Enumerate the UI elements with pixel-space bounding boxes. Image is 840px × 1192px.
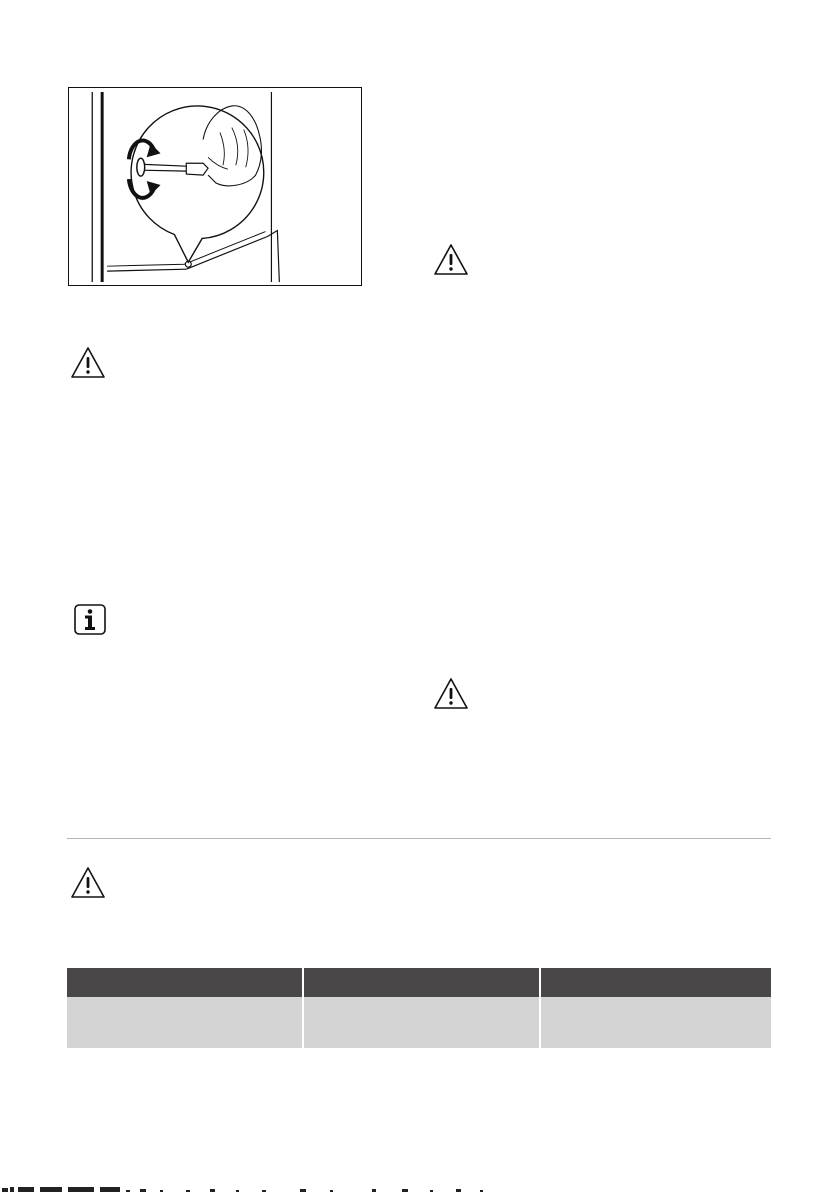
section-divider <box>67 838 771 839</box>
table-header-cell <box>67 968 304 997</box>
footer-cropped-marks <box>0 1184 520 1192</box>
table-header-row <box>67 968 771 997</box>
specification-table <box>67 968 771 1048</box>
table-header-cell <box>541 968 771 997</box>
table-cell <box>304 997 541 1048</box>
table-cell <box>541 997 771 1048</box>
warning-icon <box>433 243 469 277</box>
door-adjustment-illustration <box>68 87 362 286</box>
table-row <box>67 997 771 1048</box>
warning-icon <box>70 866 106 900</box>
table-header-cell <box>304 968 541 997</box>
warning-icon <box>433 677 469 711</box>
warning-icon <box>70 346 106 380</box>
info-icon <box>72 603 108 637</box>
table-cell <box>67 997 304 1048</box>
